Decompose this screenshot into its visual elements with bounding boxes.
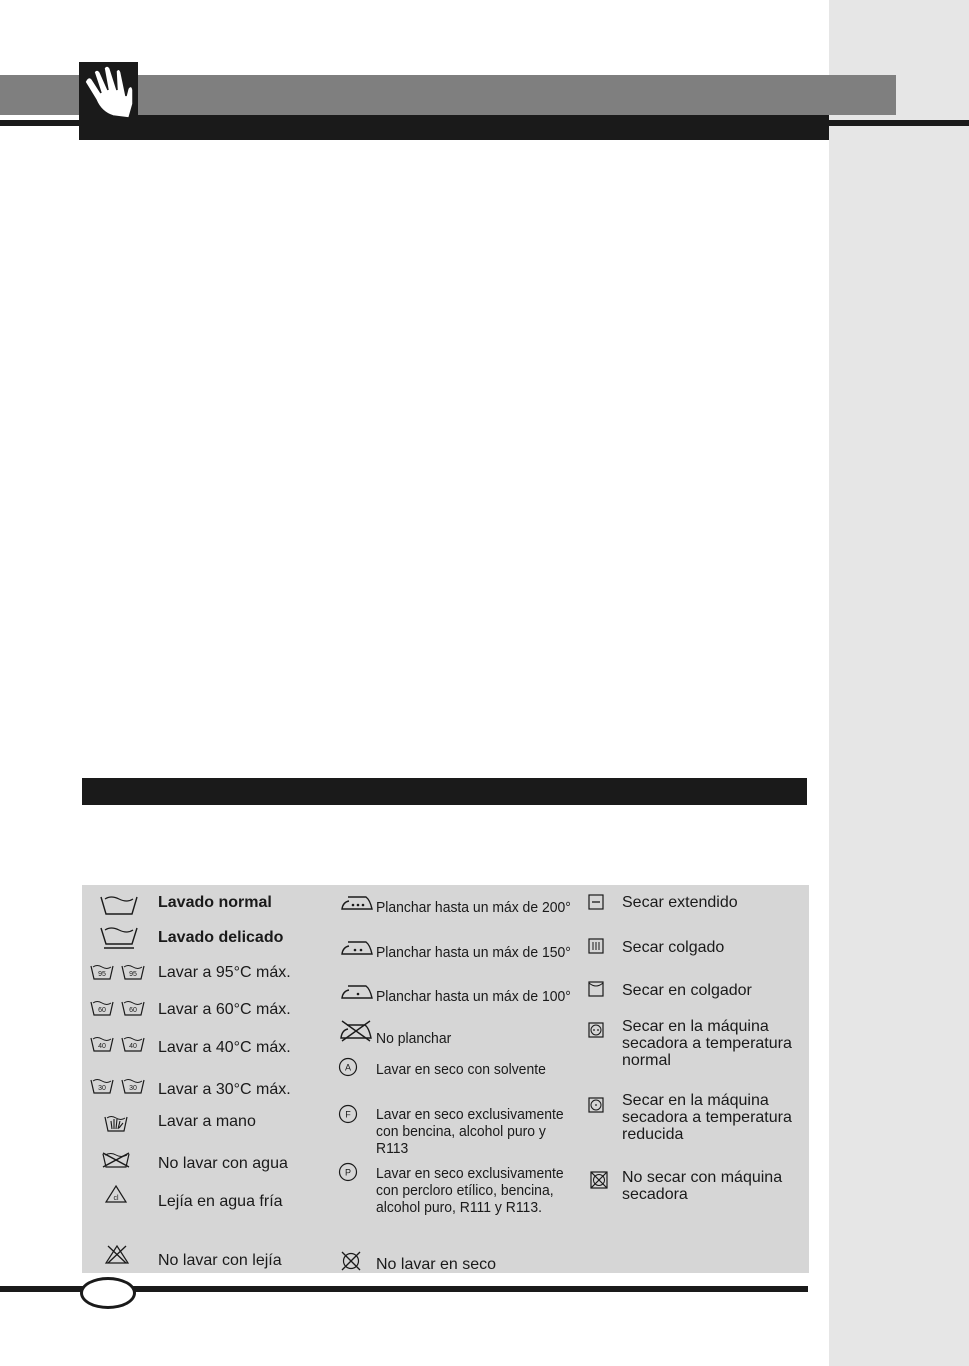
- no-tumble-dry-icon: [590, 1171, 608, 1189]
- iron-1-dot-icon: [340, 983, 374, 1001]
- svg-text:30: 30: [98, 1085, 106, 1092]
- no-tumble-dry-label: No secar con máquina secadora: [622, 1169, 783, 1203]
- care-symbols-panel: [82, 885, 809, 1273]
- no-iron-icon: [338, 1019, 374, 1043]
- tumble-dry-normal-label: Secar en la máquina secadora a temperatura normal: [622, 1018, 792, 1069]
- no-iron-label: No planchar: [376, 1030, 452, 1047]
- washtub-95-icon: [89, 963, 115, 981]
- svg-text:95: 95: [98, 971, 106, 978]
- washtub-95-gentle-icon: [120, 963, 146, 981]
- dryclean-p-icon: [338, 1162, 358, 1182]
- iron-100-label: Planchar hasta un máx de 100°: [376, 988, 571, 1005]
- dryclean-f-label: Lavar en seco exclusivamente con bencina, alcohol puro y R113: [376, 1106, 564, 1157]
- wash-30-label: Lavar a 30°C máx.: [158, 1081, 291, 1098]
- tumble-dry-low-label: Secar en la máquina secadora a temperatura reducida: [622, 1092, 792, 1143]
- svg-text:cl: cl: [113, 1195, 119, 1202]
- svg-text:P: P: [344, 1167, 352, 1178]
- dryclean-a-icon: [338, 1057, 358, 1077]
- wash-40-label: Lavar a 40°C máx.: [158, 1039, 291, 1056]
- dryclean-f-icon: [338, 1104, 358, 1124]
- iron-2-dots-icon: [340, 939, 374, 957]
- wash-normal-label: Lavado normal: [158, 894, 272, 911]
- washtub-60-icon: [89, 999, 115, 1017]
- dry-flat-icon: [588, 894, 604, 910]
- iron-150-label: Planchar hasta un máx de 150°: [376, 944, 571, 961]
- svg-text:40: 40: [129, 1043, 137, 1050]
- section-bar: [82, 778, 807, 805]
- line-dry-label: Secar en colgador: [622, 982, 752, 999]
- wash-95-label: Lavar a 95°C máx.: [158, 964, 291, 981]
- washtub-60-gentle-icon: [120, 999, 146, 1017]
- svg-text:60: 60: [98, 1007, 106, 1014]
- washtub-icon: [99, 894, 139, 916]
- svg-text:40: 40: [98, 1043, 106, 1050]
- svg-text:95: 95: [129, 971, 137, 978]
- tumble-dry-low-icon: [588, 1097, 604, 1113]
- wash-gentle-label: Lavado delicado: [158, 929, 284, 946]
- drip-dry-icon: [588, 938, 604, 954]
- washtub-30-gentle-icon: [120, 1077, 146, 1095]
- hand-wash-icon: [103, 1109, 129, 1133]
- svg-text:30: 30: [129, 1085, 137, 1092]
- svg-text:F: F: [345, 1109, 351, 1120]
- svg-text:A: A: [344, 1062, 352, 1073]
- washtub-30-icon: [89, 1077, 115, 1095]
- svg-text:60: 60: [129, 1007, 137, 1014]
- drip-dry-label: Secar colgado: [622, 939, 725, 956]
- dryclean-a-label: Lavar en seco con solvente: [376, 1061, 546, 1078]
- no-bleach-label: No lavar con lejía: [158, 1252, 282, 1269]
- wash-60-label: Lavar a 60°C máx.: [158, 1001, 291, 1018]
- dryclean-p-label: Lavar en seco exclusivamente con percloro etílico, bencina, alcohol puro, R111 y R113.: [376, 1165, 564, 1216]
- iron-200-label: Planchar hasta un máx de 200°: [376, 899, 571, 916]
- bleach-label: Lejía en agua fría: [158, 1193, 283, 1210]
- tumble-dry-normal-icon: [588, 1022, 604, 1038]
- dry-flat-label: Secar extendido: [622, 894, 738, 911]
- bleach-icon: [104, 1184, 128, 1204]
- line-dry-icon: [588, 981, 604, 997]
- washtub-gentle-icon: [99, 925, 139, 951]
- no-wash-icon: [101, 1151, 131, 1169]
- no-bleach-icon: [104, 1243, 130, 1265]
- no-dryclean-label: No lavar en seco: [376, 1256, 497, 1273]
- no-wash-label: No lavar con agua: [158, 1155, 288, 1172]
- iron-3-dots-icon: [340, 894, 374, 912]
- page-number-oval: [80, 1277, 136, 1309]
- hand-wash-label: Lavar a mano: [158, 1113, 256, 1130]
- hand-icon: [79, 62, 138, 120]
- washtub-40-icon: [89, 1035, 115, 1053]
- washtub-40-gentle-icon: [120, 1035, 146, 1053]
- right-margin-strip: [829, 0, 969, 1366]
- no-dryclean-icon: [340, 1250, 362, 1272]
